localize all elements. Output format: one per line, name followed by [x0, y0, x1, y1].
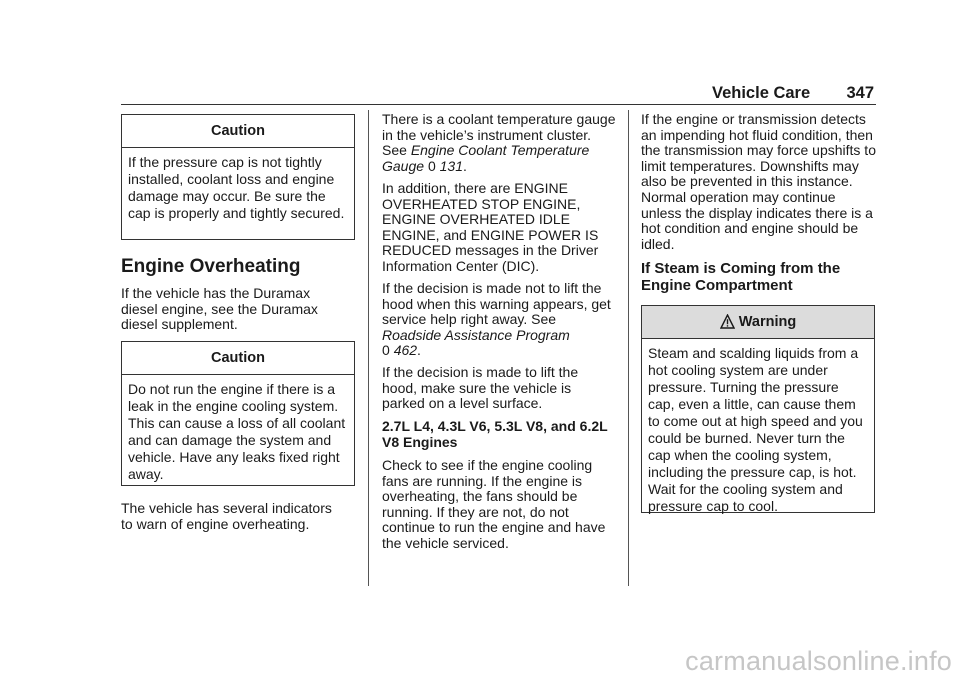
period: . — [462, 157, 467, 174]
steam-heading: If Steam is Coming from the Engine Compartment — [641, 260, 841, 294]
duramax-paragraph: If the vehicle has the Duramax diesel engine, see the Duramax diesel supplement. — [121, 285, 318, 333]
dic-messages-paragraph: In addition, there are ENGINE OVERHEATED STOP ENGINE, ENGINE OVERHEATED IDLE ENGINE, and ENGINE POWER IS REDUCED messages in the Driver Information Center (DIC). — [382, 180, 599, 274]
paragraph-text: If the decision is made not to lift the hood when this warning appears, get service help right away. See — [382, 280, 611, 328]
caution-box-pressure-cap — [121, 114, 355, 240]
warning-title: Warning — [738, 314, 797, 330]
warning-text: Steam and scalding liquids from a hot cooling system are under pressure. Turning the pressure cap, even a little, can cause them to come out at high speed and you could be burned. Never turn the cap when the cooling system, including the pressure cap, is hot. Wait for the cooling system and pressure cap to cool. — [648, 345, 863, 514]
footer — [0, 646, 960, 678]
caution-title: Caution — [122, 115, 354, 148]
indicators-paragraph: The vehicle has several indicators to warn of engine overheating. — [121, 500, 332, 532]
service-help-paragraph — [382, 281, 616, 359]
page-ref-number[interactable]: 131 — [439, 157, 463, 174]
lift-hood-paragraph: If the decision is made to lift the hood, make sure the vehicle is parked on a level surface. — [382, 364, 579, 412]
column-divider-1 — [368, 110, 369, 586]
section-title: Vehicle Care — [712, 84, 811, 102]
hot-fluid-paragraph: If the engine or transmission detects an impending hot fluid condition, then the transmission may force upshifts to limit temperatures. Downshifts may also be prevented in this instance. Normal operation may continue unless the display indicates there is a hot condition and engine should be idled. — [641, 111, 876, 252]
page-header — [700, 84, 876, 106]
caution-text: Do not run the engine if there is a leak in the engine cooling system. This can cause a loss of all coolant and can damage the system and vehicle. Have any leaks fixed right away. — [128, 381, 346, 482]
column-divider-2 — [628, 110, 629, 586]
engine-overheating-heading: Engine Overheating — [121, 256, 301, 277]
page-ref-number[interactable]: 462 — [393, 342, 418, 359]
engine-coolant-gauge-link[interactable]: Engine Coolant Temperature Gauge — [382, 142, 590, 174]
engines-heading: 2.7L L4, 4.3L V6, 5.3L V8, and 6.2L V8 Engines — [382, 418, 608, 450]
caution-box-coolant-leak — [121, 341, 355, 486]
paragraph-text: There is a coolant temperature gauge in the vehicle’s instrument cluster. See — [382, 111, 616, 159]
warning-box-steam — [641, 305, 875, 513]
page-number: 347 — [846, 84, 874, 102]
roadside-assistance-link[interactable]: Roadside Assistance Program — [382, 326, 570, 343]
coolant-gauge-paragraph — [382, 112, 616, 174]
page-ref-icon: 0 — [382, 342, 390, 359]
period: . — [417, 342, 421, 359]
caution-text: If the pressure cap is not tightly installed, coolant loss and engine damage may occur. Be sure the cap is properly and tightly secured. — [128, 154, 345, 221]
warning-header — [642, 306, 874, 339]
header-rule — [121, 104, 876, 105]
page-ref-icon: 0 — [427, 157, 436, 174]
warning-triangle-icon — [720, 309, 735, 341]
cooling-fans-paragraph: Check to see if the engine cooling fans are running. If the engine is overheating, the fans should be running. If they are not, do not continue to run the engine and have the vehicle serviced. — [382, 457, 606, 551]
watermark: carmanualsonline.info — [685, 646, 952, 676]
caution-title: Caution — [122, 342, 354, 375]
